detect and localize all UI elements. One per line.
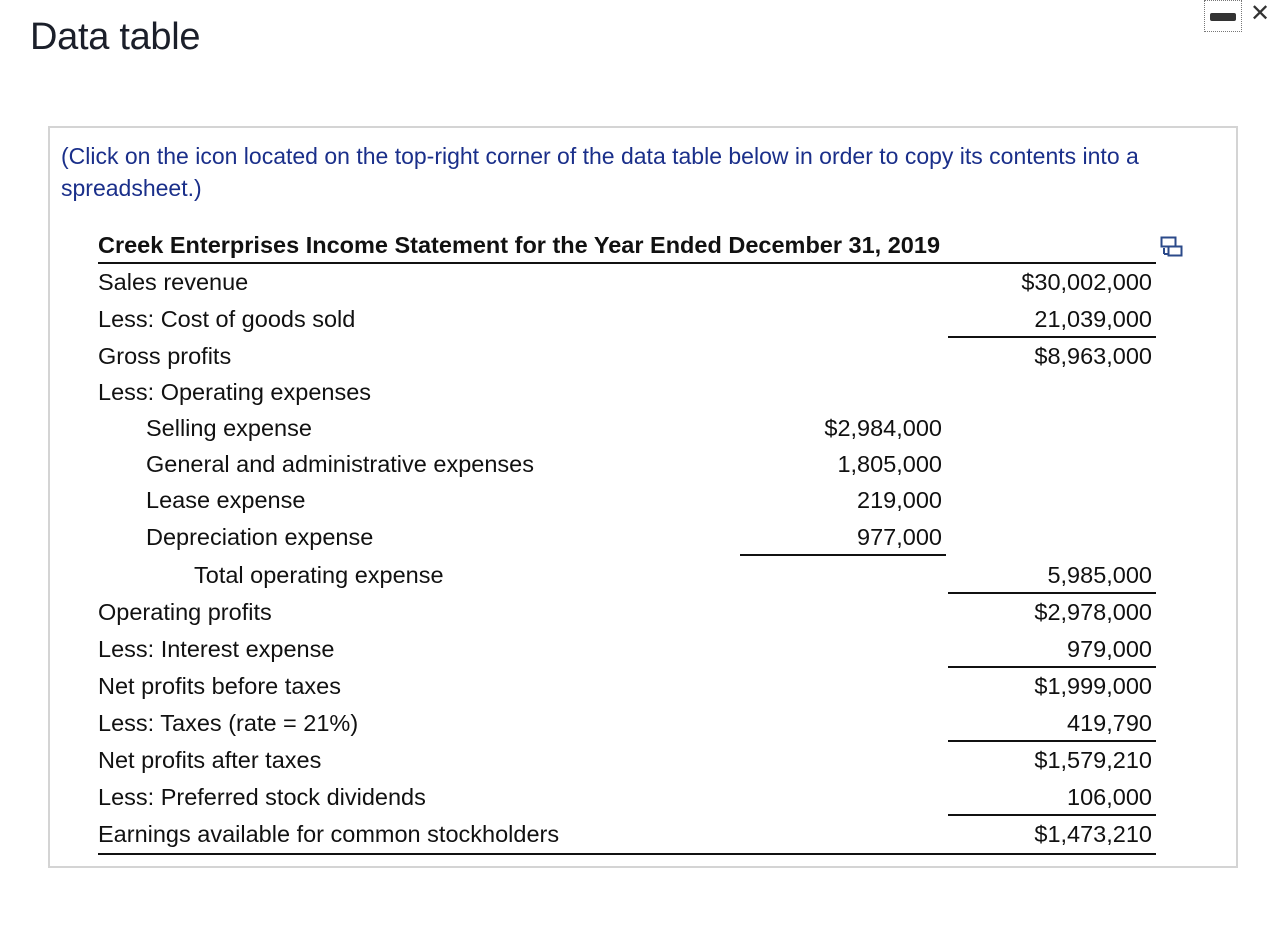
row-value: $30,002,000 xyxy=(1021,269,1152,295)
row-earnings-common-stockholders xyxy=(98,816,1156,853)
row-lease-expense xyxy=(98,482,1156,519)
row-label: Lease expense xyxy=(146,487,306,513)
table-bottom-rule xyxy=(98,853,1156,855)
statement-title: Creek Enterprises Income Statement for the Year Ended December 31, 2019 xyxy=(98,232,941,258)
row-subvalue: $2,984,000 xyxy=(824,415,942,441)
row-value: $2,978,000 xyxy=(1034,599,1152,625)
row-label: Less: Taxes (rate = 21%) xyxy=(98,710,359,736)
row-taxes xyxy=(98,705,1156,742)
row-label: Gross profits xyxy=(98,343,232,369)
copy-to-spreadsheet-icon[interactable] xyxy=(1160,236,1184,258)
row-label: Less: Operating expenses xyxy=(98,379,372,405)
row-value: 21,039,000 xyxy=(948,301,1156,338)
instruction-text: (Click on the icon located on the top-right corner of the data table below in order to copy its contents into a spreadsheet.) xyxy=(61,143,1139,201)
row-general-admin-expenses xyxy=(98,446,1156,483)
row-preferred-stock-dividends xyxy=(98,779,1156,816)
row-label: Sales revenue xyxy=(98,269,249,295)
row-label: Selling expense xyxy=(146,415,312,441)
data-table-panel xyxy=(48,126,1238,868)
row-total-operating-expense xyxy=(98,557,1156,594)
minimize-icon xyxy=(1210,13,1236,21)
row-value: 5,985,000 xyxy=(948,557,1156,594)
row-label: Net profits after taxes xyxy=(98,747,322,773)
row-depreciation-expense xyxy=(98,519,1156,556)
row-value: $8,963,000 xyxy=(1034,343,1152,369)
row-gross-profits xyxy=(98,338,1156,375)
row-label: Less: Preferred stock dividends xyxy=(98,784,426,810)
row-operating-profits xyxy=(98,594,1156,631)
minimize-button[interactable] xyxy=(1204,0,1242,32)
row-label: Operating profits xyxy=(98,599,272,625)
row-sales-revenue xyxy=(98,264,1156,301)
row-label: Less: Cost of goods sold xyxy=(98,306,356,332)
window-controls xyxy=(1184,0,1284,40)
row-label: Total operating expense xyxy=(194,562,444,588)
row-operating-expenses-header xyxy=(98,374,1156,411)
row-cost-of-goods-sold xyxy=(98,301,1156,338)
row-net-profits-before-taxes xyxy=(98,668,1156,705)
row-value: 106,000 xyxy=(948,779,1156,816)
row-value: $1,473,210 xyxy=(1034,821,1152,847)
row-value: 419,790 xyxy=(948,705,1156,742)
row-label: Depreciation expense xyxy=(146,524,374,550)
row-value: $1,579,210 xyxy=(1034,747,1152,773)
row-value: $1,999,000 xyxy=(1034,673,1152,699)
row-subvalue: 977,000 xyxy=(740,519,946,556)
row-interest-expense xyxy=(98,631,1156,668)
row-label: General and administrative expenses xyxy=(146,451,534,477)
close-icon[interactable]: ✕ xyxy=(1250,0,1271,27)
row-value: 979,000 xyxy=(948,631,1156,668)
row-label: Less: Interest expense xyxy=(98,636,335,662)
row-net-profits-after-taxes xyxy=(98,742,1156,779)
row-subvalue: 1,805,000 xyxy=(837,451,942,477)
row-label: Earnings available for common stockholders xyxy=(98,821,560,847)
row-subvalue: 219,000 xyxy=(857,487,942,513)
row-selling-expense xyxy=(98,410,1156,447)
row-label: Net profits before taxes xyxy=(98,673,341,699)
statement-title-row xyxy=(98,227,1156,264)
window-title: Data table xyxy=(30,16,201,58)
